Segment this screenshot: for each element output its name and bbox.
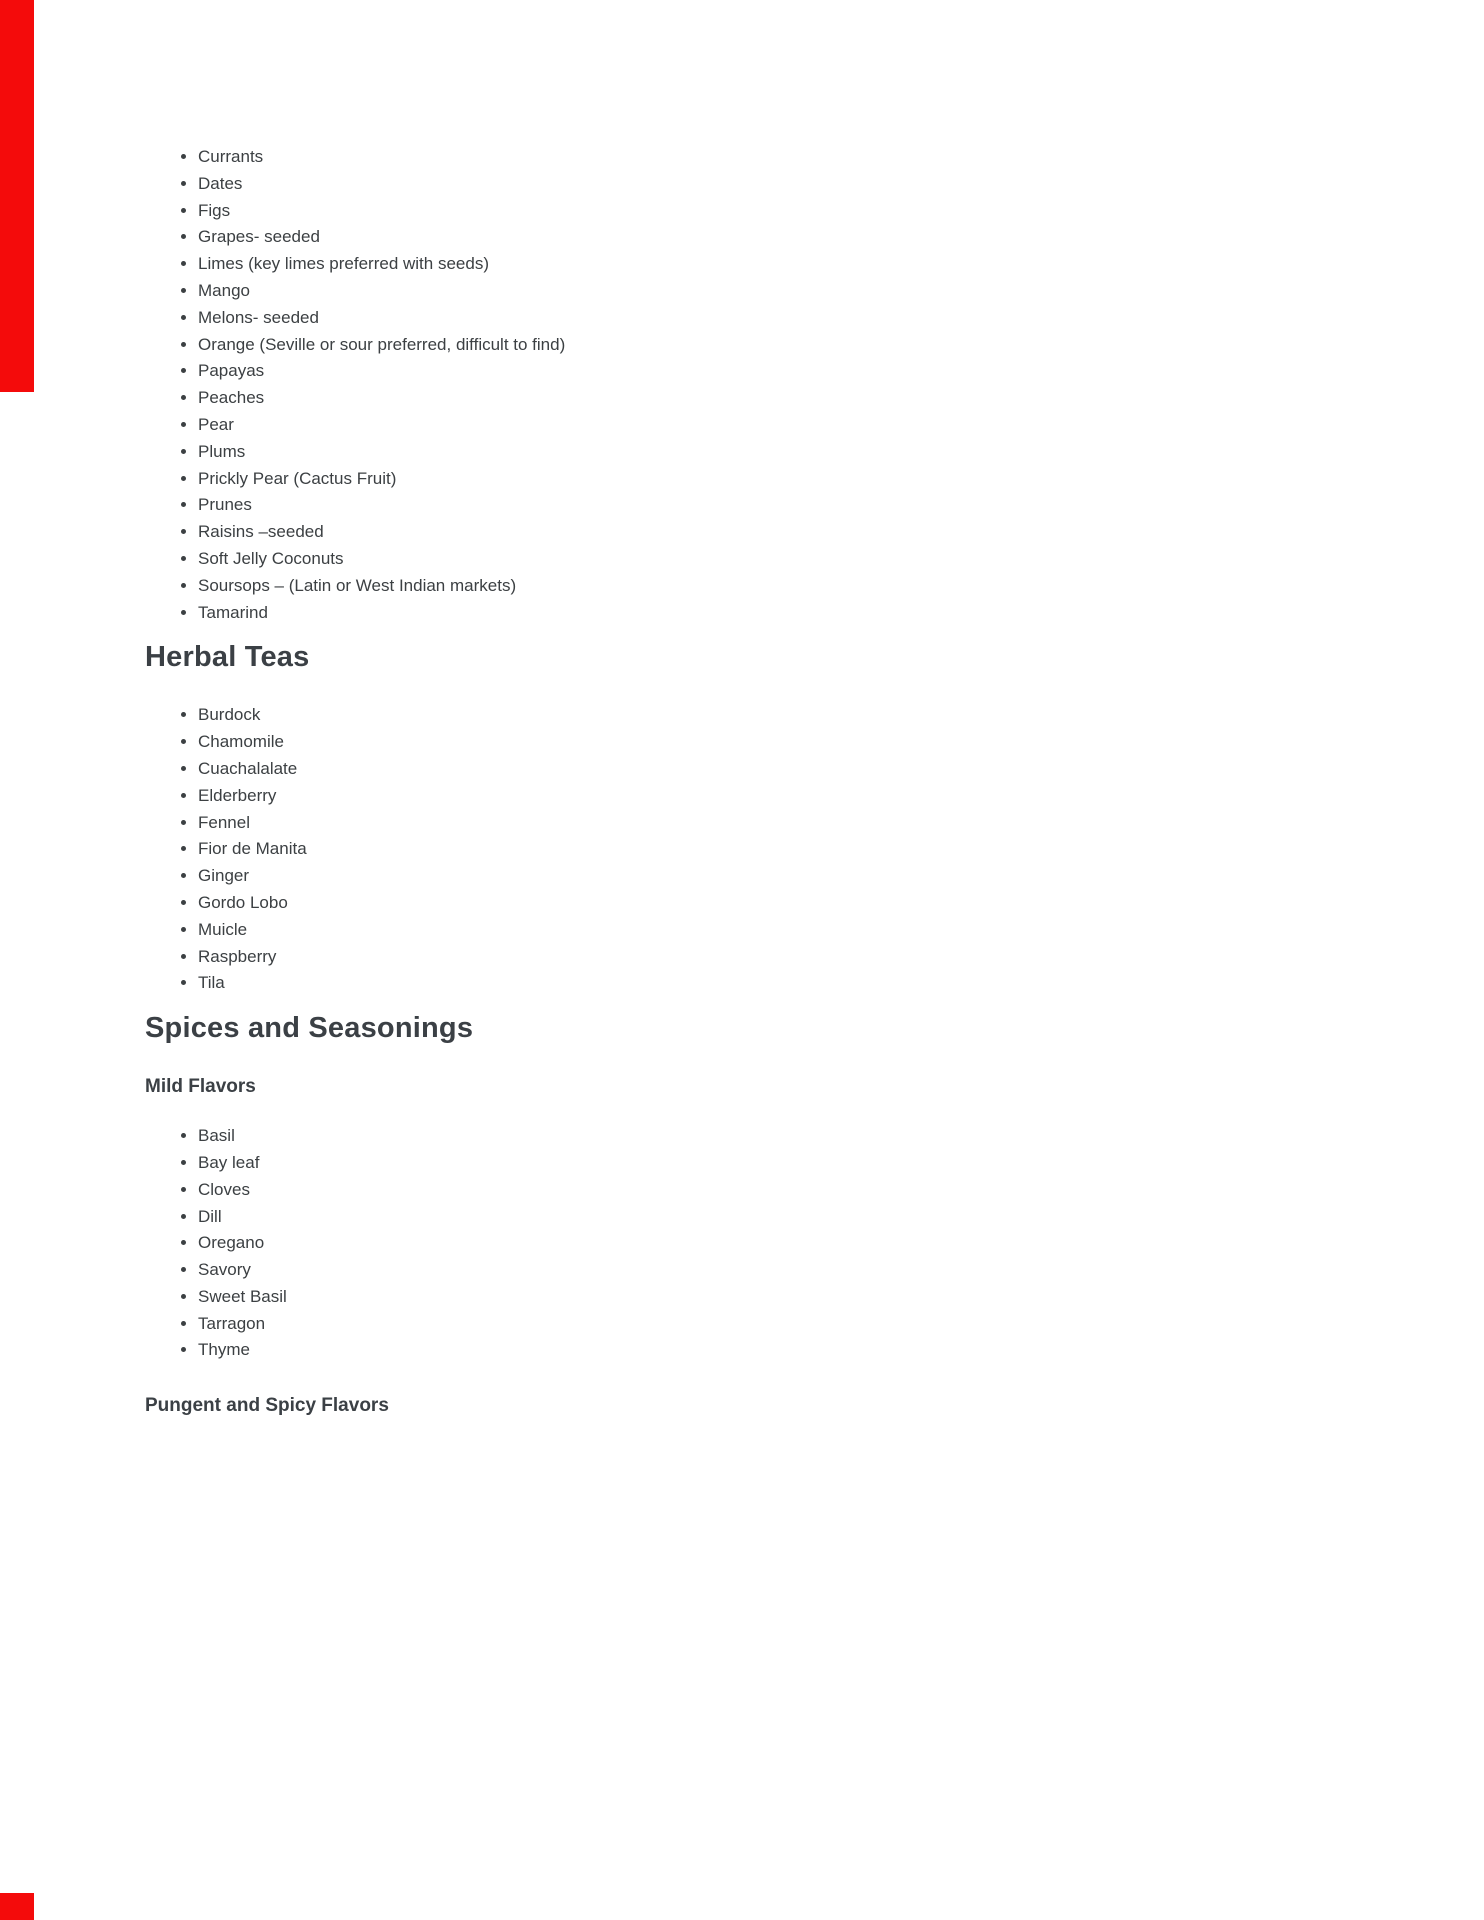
list-item: • Cuachalalate: [198, 756, 1364, 783]
list-item: • Chamomile: [198, 729, 1364, 756]
list-item: • Oregano: [198, 1230, 1364, 1257]
list-item: • Papayas: [198, 358, 1364, 385]
section-heading-spices-and-seasonings: Spices and Seasonings: [145, 1012, 474, 1045]
list-item: • Mango: [198, 278, 1364, 305]
list-item: • Raisins –seeded: [198, 519, 1364, 546]
list-item: • Raspberry: [198, 944, 1364, 971]
list-item: • Sweet Basil: [198, 1284, 1364, 1311]
subheading-pungent-and-spicy-flavors: Pungent and Spicy Flavors: [145, 1395, 389, 1417]
list-item: • Tila: [198, 970, 1364, 997]
list-item: • Basil: [198, 1123, 1364, 1150]
list-item: • Orange (Seville or sour preferred, difficult to find): [198, 332, 1364, 359]
list-item: • Soft Jelly Coconuts: [198, 546, 1364, 573]
list-item: • Muicle: [198, 917, 1364, 944]
list-item: • Figs: [198, 198, 1364, 225]
list-item: • Burdock: [198, 702, 1364, 729]
subheading-mild-flavors: Mild Flavors: [145, 1076, 256, 1098]
fruit-list: [145, 144, 1364, 626]
list-item: • Savory: [198, 1257, 1364, 1284]
section-heading-herbal-teas: Herbal Teas: [145, 641, 310, 674]
list-item: • Plums: [198, 439, 1364, 466]
list-item: • Limes (key limes preferred with seeds): [198, 251, 1364, 278]
list-item: • Prickly Pear (Cactus Fruit): [198, 466, 1364, 493]
list-item: • Thyme: [198, 1337, 1364, 1364]
list-item: • Prunes: [198, 492, 1364, 519]
list-item: • Elderberry: [198, 783, 1364, 810]
left-accent-bar-bottom: [0, 1893, 34, 1920]
list-item: • Currants: [198, 144, 1364, 171]
list-item: • Tamarind: [198, 600, 1364, 627]
list-item: • Soursops – (Latin or West Indian markets): [198, 573, 1364, 600]
list-item: • Melons- seeded: [198, 305, 1364, 332]
list-item: • Gordo Lobo: [198, 890, 1364, 917]
list-item: • Tarragon: [198, 1311, 1364, 1338]
herbal-teas-list: [145, 702, 1364, 997]
list-item: • Grapes- seeded: [198, 224, 1364, 251]
list-item: • Cloves: [198, 1177, 1364, 1204]
list-item: • Dates: [198, 171, 1364, 198]
list-item: • Bay leaf: [198, 1150, 1364, 1177]
mild-flavors-list: [145, 1123, 1364, 1364]
list-item: • Fennel: [198, 810, 1364, 837]
list-item: • Peaches: [198, 385, 1364, 412]
list-item: • Ginger: [198, 863, 1364, 890]
list-item: • Dill: [198, 1204, 1364, 1231]
list-item: • Pear: [198, 412, 1364, 439]
list-item: • Fior de Manita: [198, 836, 1364, 863]
